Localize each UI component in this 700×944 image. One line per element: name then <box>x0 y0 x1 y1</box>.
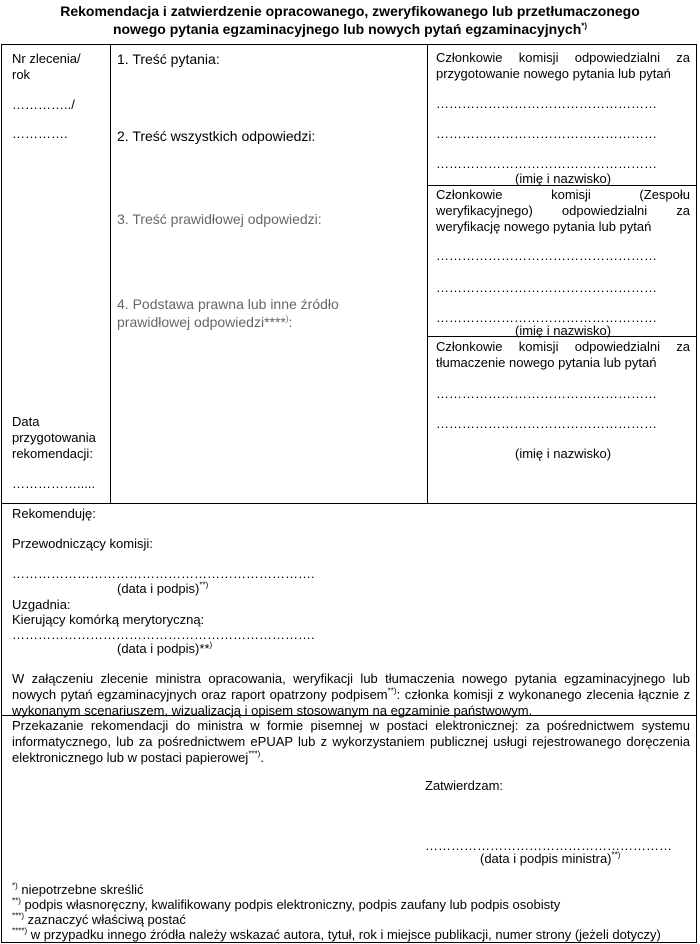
section-divider-1 <box>1 503 697 504</box>
prep-member-field-3[interactable]: …………………………………………… <box>436 156 657 171</box>
approve-label: Zatwierdzam: <box>425 778 504 793</box>
trans-member-field-1[interactable]: …………………………………………… <box>436 386 657 401</box>
correct-answer-label: 3. Treść prawidłowej odpowiedzi: <box>117 211 322 227</box>
legal-basis-label-1: 4. Podstawa prawna lub inne źródło <box>117 296 339 312</box>
prep-name-caption: (imię i nazwisko) <box>515 171 612 186</box>
minister-signature-caption: (data i podpis ministra)**) <box>480 850 621 866</box>
chair-signature-caption: (data i podpis)**) <box>117 580 209 596</box>
date-label-2: przygotowania <box>12 430 96 445</box>
trans-members-line2: tłumaczenie nowego pytania lub pytań <box>436 355 657 370</box>
prep-member-field-2[interactable]: …………………………………………… <box>436 126 657 141</box>
order-number-label: Nr zlecenia/ <box>12 51 81 66</box>
form-title-line2: nowego pytania egzaminacyjnego lub nowych pytań egzaminacyjnych*) <box>112 21 588 37</box>
verif-member-field-1[interactable]: …………………………………………… <box>436 248 657 263</box>
all-answers-label: 2. Treść wszystkich odpowiedzi: <box>117 128 316 144</box>
footnote-3: ***) zaznaczyć właściwą postać <box>12 911 186 927</box>
prep-member-field-1[interactable]: …………………………………………… <box>436 96 657 111</box>
order-number-field[interactable]: …………../ <box>12 97 75 112</box>
recommend-label: Rekomenduję: <box>12 506 96 521</box>
head-label: Kierujący komórką merytoryczną: <box>12 612 205 627</box>
prep-members-line1: Członkowie komisji odpowiedzialni za <box>436 50 690 65</box>
date-field[interactable]: ……………..... <box>12 476 96 491</box>
prep-members-line2: przygotowanie nowego pytania lub pytań <box>436 66 671 81</box>
verif-member-field-2[interactable]: …………………………………………… <box>436 280 657 295</box>
head-signature-caption: (data i podpis)**) <box>117 640 213 656</box>
date-label-3: rekomendacji: <box>12 446 93 461</box>
footnote-2: **) podpis własnoręczny, kwalifikowany podpis elektroniczny, podpis zaufany lub podpis osobisty <box>12 896 561 912</box>
footnote-1: *) niepotrzebne skreślić <box>12 881 144 897</box>
verif-members-line2: weryfikacyjnego) odpowiedzialni za <box>436 203 690 218</box>
trans-member-field-2[interactable]: …………………………………………… <box>436 416 657 431</box>
trans-name-caption: (imię i nazwisko) <box>515 446 612 461</box>
agree-label: Uzgadnia: <box>12 597 71 612</box>
attachment-paragraph: W załączeniu zlecenie ministra opracowania, weryfikacji lub tłumaczenia nowego pytania egzaminacyjnego lub nowych pytań egzaminacyjnych oraz raport opatrzony podpisem**): członka komisji z wykonanego zlecenia łącznie z wykonanym scenariuszem, wizualizacją i opisem stosowanym na egzaminie państwowym. <box>12 671 690 718</box>
head-signature-field[interactable]: ……………………………………………………………. <box>12 627 315 642</box>
verif-members-line3: weryfikację nowego pytania lub pytań <box>436 219 652 234</box>
trans-members-line1: Członkowie komisji odpowiedzialni za <box>436 339 690 354</box>
legal-basis-label-2: prawidłowej odpowiedzi****): <box>117 314 293 330</box>
verif-member-field-3[interactable]: …………………………………………… <box>436 310 657 325</box>
transfer-paragraph: Przekazanie rekomendacji do ministra w formie pisemnej w postaci elektronicznej: za pośrednictwem systemu informatycznego, lub za pośrednictwem ePUAP lub z wykorzystaniem publicznej usługi rejestrowanego doręczenia elektronicznego lub w postaci papierowej***). <box>12 718 690 765</box>
verif-name-caption: (imię i nazwisko) <box>515 323 612 338</box>
order-year-label: rok <box>12 67 31 82</box>
question-content-label: 1. Treść pytania: <box>117 51 220 67</box>
col-divider-left <box>110 44 111 503</box>
col-divider-right <box>427 44 428 503</box>
minister-signature-field[interactable]: ………………………………………………… <box>425 838 672 853</box>
footnote-4: ****) w przypadku innego źródła należy wskazać autora, tytuł, rok i miejsce publikacji, numer strony (jeżeli dotyczy) <box>12 926 661 942</box>
chair-signature-field[interactable]: ……………………………………………………………. <box>12 566 315 581</box>
date-label-1: Data <box>12 414 40 429</box>
verif-members-line1: Członkowie komisji (Zespołu <box>436 187 690 202</box>
form-title-line1: Rekomendacja i zatwierdzenie opracowanego, zweryfikowanego lub przetłumaczonego <box>60 3 640 19</box>
order-year-field[interactable]: …………. <box>12 126 68 141</box>
chair-label: Przewodniczący komisji: <box>12 536 153 551</box>
